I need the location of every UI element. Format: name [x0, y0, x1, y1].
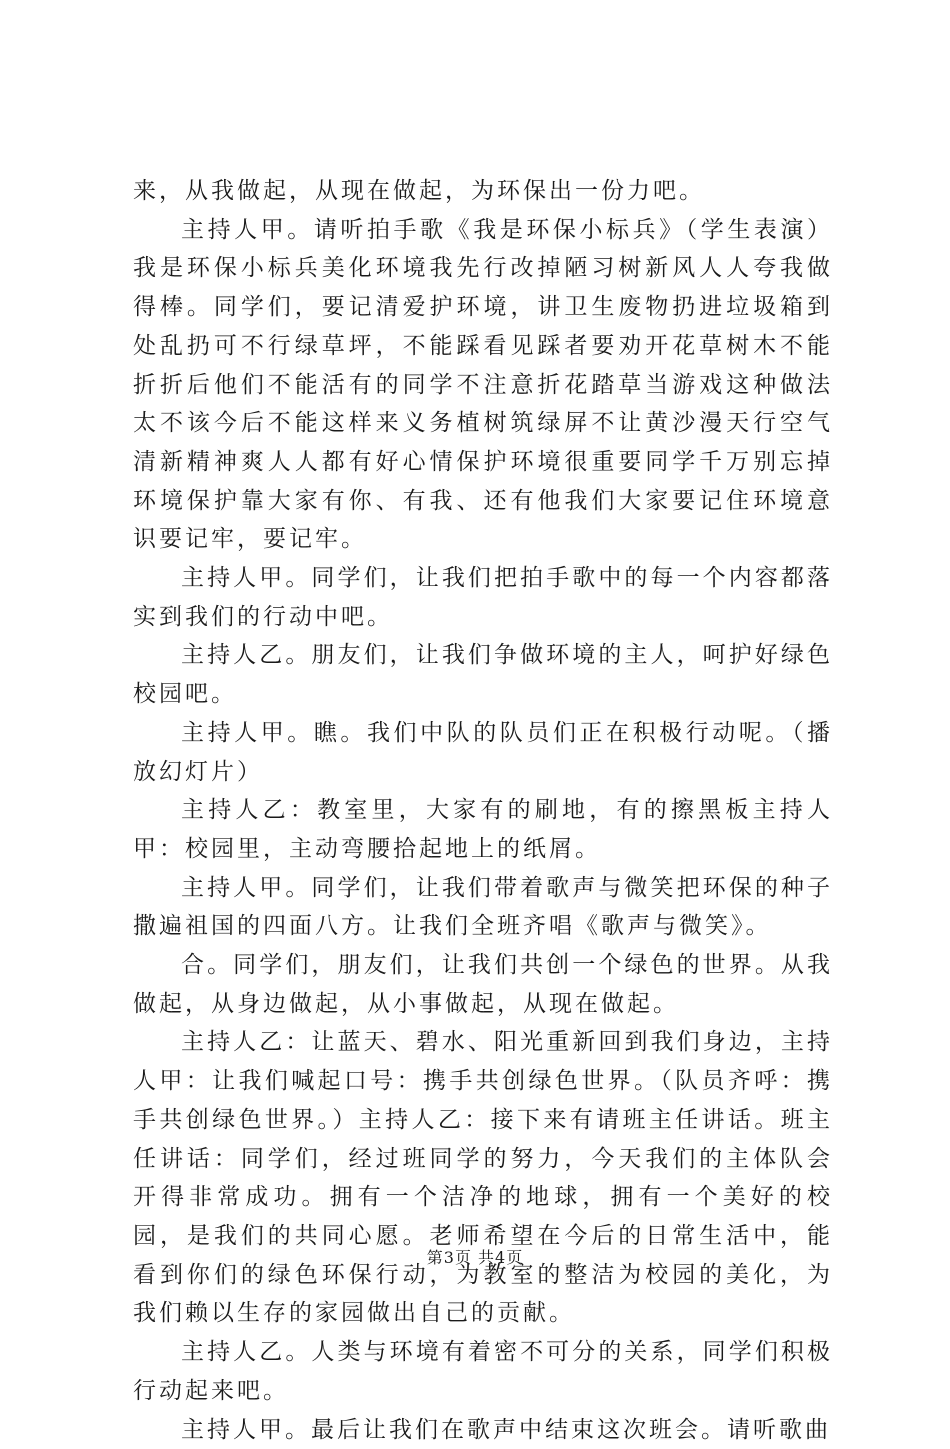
- page-number: 第3页 共4页: [427, 1248, 523, 1267]
- paragraph-5: 主持人甲。瞧。我们中队的队员们正在积极行动呢。（播放幻灯片）: [133, 714, 833, 791]
- paragraph-10: 主持人乙。人类与环境有着密不可分的关系，同学们积极行动起来吧。: [133, 1333, 833, 1410]
- paragraph-7: 主持人甲。同学们，让我们带着歌声与微笑把环保的种子撒遍祖国的四面八方。让我们全班齐唱《歌声与微笑》。: [133, 869, 833, 946]
- paragraph-3: 主持人甲。同学们，让我们把拍手歌中的每一个内容都落实到我们的行动中吧。: [133, 559, 833, 636]
- page-footer: [0, 1245, 950, 1268]
- paragraph-9: 主持人乙：让蓝天、碧水、阳光重新回到我们身边，主持人甲：让我们喊起口号：携手共创绿色世界。（队员齐呼：携手共创绿色世界。）主持人乙：接下来有请班主任讲话。班主任讲话：同学们，经过班同学的努力，今天我们的主体队会开得非常成功。拥有一个洁净的地球，拥有一个美好的校园，是我们的共同心愿。老师希望在今后的日常生活中，能看到你们的绿色环保行动，为教室的整洁为校园的美化，为我们赖以生存的家园做出自己的贡献。: [133, 1023, 833, 1333]
- paragraph-1: 来，从我做起，从现在做起，为环保出一份力吧。: [133, 172, 833, 211]
- paragraph-2: 主持人甲。请听拍手歌《我是环保小标兵》（学生表演）我是环保小标兵美化环境我先行改掉陋习树新风人人夸我做得棒。同学们，要记清爱护环境，讲卫生废物扔进垃圾箱到处乱扔可不行绿草坪，不能踩看见踩者要劝开花草树木不能折折后他们不能活有的同学不注意折花踏草当游戏这种做法太不该今后不能这样来义务植树筑绿屏不让黄沙漫天行空气清新精神爽人人都有好心情保护环境很重要同学千万别忘掉环境保护靠大家有你、有我、还有他我们大家要记住环境意识要记牢，要记牢。: [133, 211, 833, 559]
- paragraph-8: 合。同学们，朋友们，让我们共创一个绿色的世界。从我做起，从身边做起，从小事做起，从现在做起。: [133, 946, 833, 1023]
- paragraph-4: 主持人乙。朋友们，让我们争做环境的主人，呵护好绿色校园吧。: [133, 636, 833, 713]
- paragraph-6: 主持人乙：教室里，大家有的刷地，有的擦黑板主持人甲：校园里，主动弯腰拾起地上的纸屑。: [133, 791, 833, 868]
- paragraph-11: 主持人甲。最后让我们在歌声中结束这次班会。请听歌曲: [133, 1411, 833, 1449]
